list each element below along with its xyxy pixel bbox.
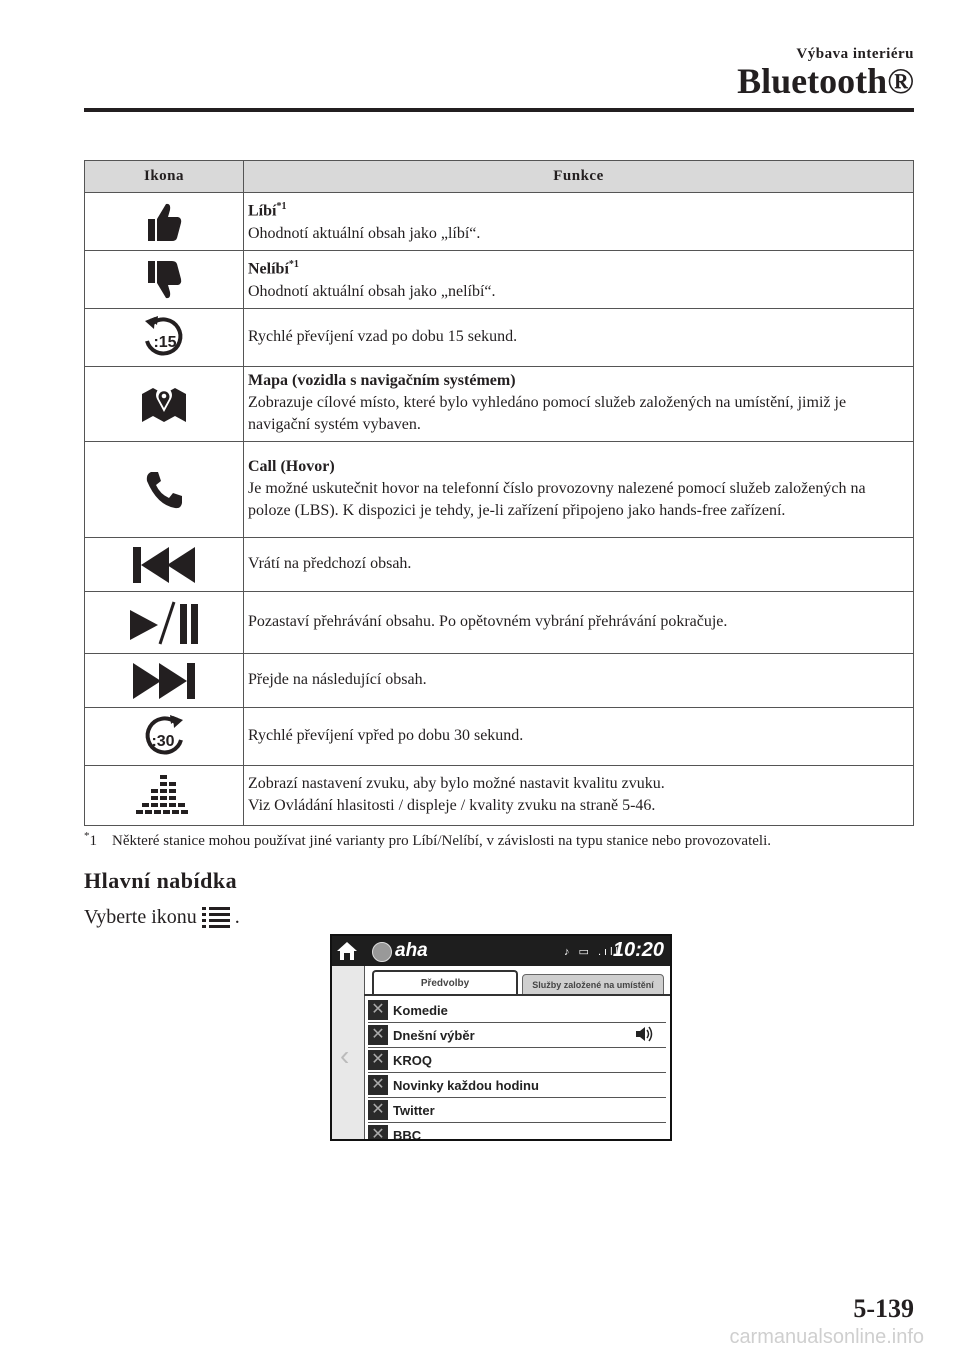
station-logo-icon: ✕ — [368, 1000, 388, 1020]
list-item[interactable] — [368, 1073, 666, 1098]
footnote-mark: * — [84, 830, 90, 842]
table-row — [85, 193, 914, 251]
function-title: Nelíbí — [248, 260, 289, 278]
function-description: Ohodnotí aktuální obsah jako „líbí“. — [248, 224, 481, 242]
function-description: Rychlé převíjení vpřed po dobu 30 sekund. — [248, 726, 524, 744]
station-logo-icon: ✕ — [368, 1075, 388, 1095]
sound-settings-icon — [134, 773, 194, 819]
page-title: Bluetooth® — [737, 61, 914, 101]
tab-presets[interactable]: Předvolby — [372, 970, 518, 996]
instruction-text: Vyberte ikonu — [84, 905, 197, 928]
function-description: Je možné uskutečnit hovor na telefonní číslo provozovny nalezené pomocí služeb založených na poloze (LBS). K dispozici je tehdy, je-li zařízení připojeno jako hands-free zařízení. — [248, 479, 866, 519]
function-description: Rychlé převíjení vzad po dobu 15 sekund. — [248, 327, 518, 345]
rewind-15-icon — [141, 315, 187, 361]
function-title: Call (Hovor) — [248, 457, 335, 475]
list-item[interactable] — [368, 998, 666, 1023]
station-label: Dnešní výběr — [393, 1027, 475, 1043]
station-logo-icon: ✕ — [368, 1025, 388, 1045]
section-heading: Hlavní nabídka — [84, 868, 238, 893]
map-pin-icon — [139, 382, 189, 426]
footnote-ref: *1 — [288, 259, 299, 271]
station-label: KROQ — [393, 1052, 432, 1068]
tab-location-services[interactable]: Služby založené na umístění — [522, 974, 664, 996]
footnote-number: 1 — [89, 833, 97, 849]
watermark: carmanualsonline.info — [729, 1326, 924, 1348]
station-label: BBC — [393, 1127, 422, 1141]
app-name: aha — [395, 940, 428, 961]
header-divider — [84, 108, 914, 112]
page-number: 5-139 — [853, 1294, 914, 1323]
function-title: Líbí — [248, 202, 277, 220]
side-pane — [332, 966, 365, 1139]
table-row — [85, 538, 914, 592]
back-arrow-icon[interactable]: ‹ — [340, 1040, 350, 1071]
function-description: Ohodnotí aktuální obsah jako „nelíbí“. — [248, 282, 496, 300]
home-icon[interactable] — [336, 940, 358, 962]
svg-text::15: :15 — [153, 333, 177, 351]
section-label: Výbava interiéru — [796, 46, 914, 62]
station-logo-icon: ✕ — [368, 1050, 388, 1070]
previous-track-icon — [131, 545, 197, 585]
list-icon — [201, 905, 231, 929]
aha-app-icon — [372, 942, 392, 962]
column-header-function: Funkce — [244, 161, 914, 193]
station-label: Novinky každou hodinu — [393, 1077, 539, 1093]
table-row — [85, 442, 914, 538]
function-description: Vrátí na předchozí obsah. — [248, 554, 412, 572]
station-logo-icon: ✕ — [368, 1100, 388, 1120]
table-row — [85, 251, 914, 309]
status-bar — [332, 936, 670, 966]
instruction-end: . — [234, 905, 240, 928]
footnote-text: Některé stanice mohou používat jiné varianty pro Líbí/Nelíbí, v závislosti na typu stanice nebo provozovateli. — [112, 833, 771, 849]
station-logo-icon: ✕ — [368, 1125, 388, 1141]
phone-icon — [143, 469, 185, 511]
forward-30-icon — [141, 714, 187, 760]
column-header-icon: Ikona — [85, 161, 244, 193]
thumbs-down-icon — [144, 259, 184, 301]
footnote-ref: *1 — [276, 201, 287, 213]
instruction — [84, 905, 240, 929]
function-description: Zobrazuje cílové místo, které bylo vyhledáno pomocí služeb založených na umístění, jimiž je navigační systém vybaven. — [248, 394, 847, 433]
clock: 10:20 — [612, 939, 664, 961]
speaker-playing-icon — [634, 1025, 654, 1043]
footnote — [84, 830, 924, 850]
table-row — [85, 708, 914, 766]
table-row — [85, 654, 914, 708]
aha-screen-screenshot — [330, 934, 672, 1141]
next-track-icon — [131, 661, 197, 701]
function-title: Mapa (vozidla s navigačním systémem) — [248, 372, 516, 389]
status-icons: ♪ ▭ .ıll — [564, 946, 622, 958]
list-item[interactable] — [368, 1123, 666, 1141]
play-pause-icon — [128, 600, 200, 646]
table-row — [85, 766, 914, 826]
list-item[interactable] — [368, 1098, 666, 1123]
thumbs-up-icon — [144, 201, 184, 243]
station-label: Twitter — [393, 1102, 435, 1118]
station-label: Komedie — [393, 1002, 448, 1018]
table-row — [85, 367, 914, 442]
svg-text::30: :30 — [151, 732, 175, 750]
table-row — [85, 309, 914, 367]
list-item[interactable] — [368, 1023, 666, 1048]
function-description: Pozastaví přehrávání obsahu. Po opětovném vybrání přehrávání pokračuje. — [248, 612, 728, 630]
table-row — [85, 592, 914, 654]
station-list — [364, 994, 670, 1139]
function-description: Zobrazí nastavení zvuku, aby bylo možné nastavit kvalitu zvuku. Viz Ovládání hlasitosti / displeje / kvality zvuku na straně 5-46. — [248, 774, 665, 814]
list-item[interactable] — [368, 1048, 666, 1073]
icon-function-table — [84, 160, 914, 826]
function-description: Přejde na následující obsah. — [248, 670, 427, 688]
